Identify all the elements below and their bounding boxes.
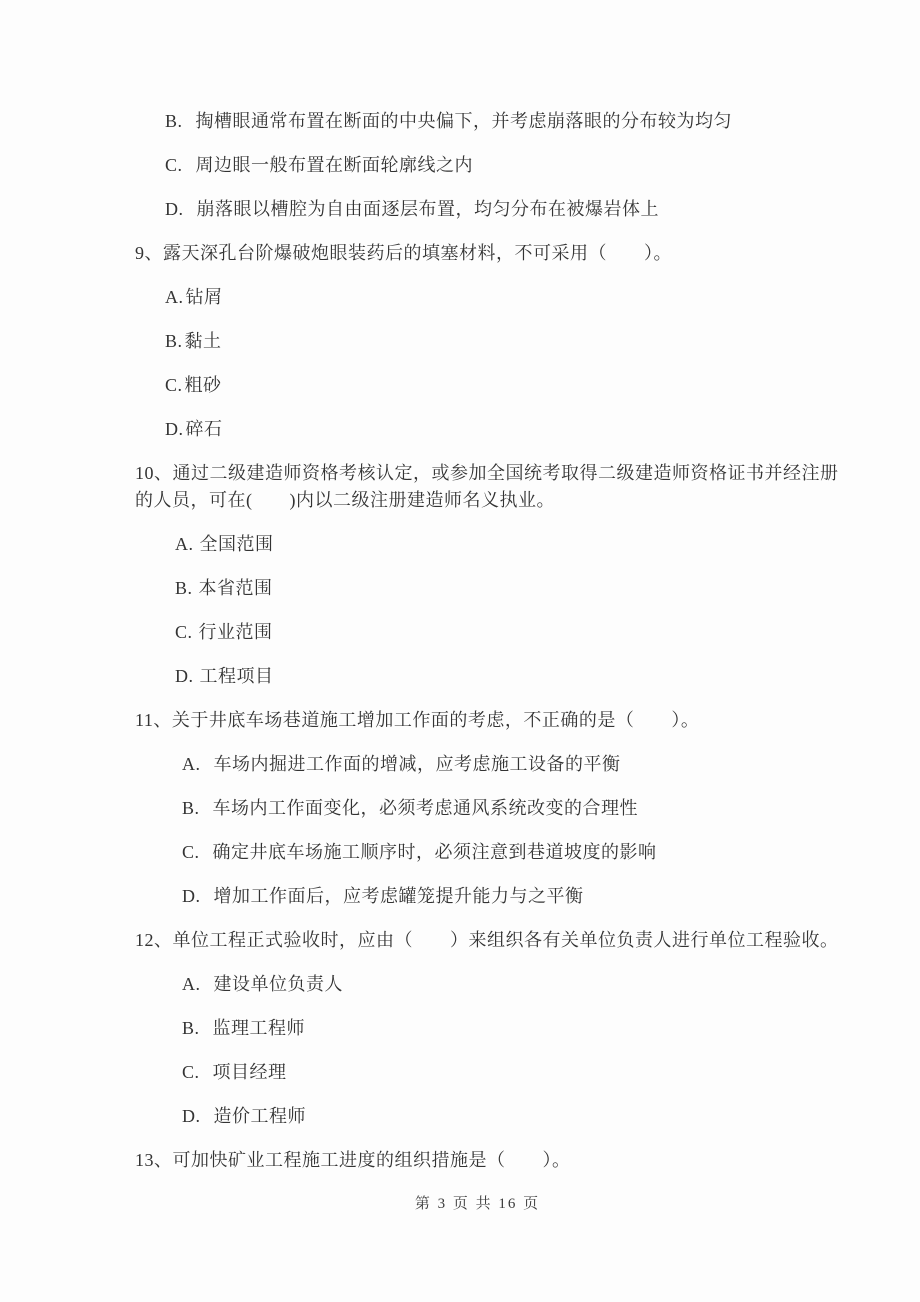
question-11-option-c — [182, 839, 860, 866]
option-label: B. — [182, 798, 200, 818]
question-12-options — [135, 971, 860, 1130]
question-11-option-b — [182, 795, 860, 822]
option-label: B. — [165, 331, 183, 351]
option-label: C. — [182, 1062, 200, 1082]
question-10-option-c — [175, 619, 860, 646]
question-10-options — [135, 531, 860, 690]
option-label: B. — [182, 1018, 200, 1038]
question-11 — [135, 707, 860, 910]
option-label: A. — [175, 534, 194, 554]
option-text: 黏土 — [184, 331, 222, 351]
question-9-option-c — [165, 372, 860, 399]
question-8-options — [135, 108, 860, 223]
option-text: 车场内掘进工作面的增减，应考虑施工设备的平衡 — [213, 754, 621, 774]
option-text: 车场内工作面变化，必须考虑通风系统改变的合理性 — [212, 798, 639, 818]
option-text: 粗砂 — [184, 375, 222, 395]
question-11-options — [135, 751, 860, 910]
option-label: D. — [175, 666, 194, 686]
question-10-number: 10、 — [135, 463, 173, 483]
question-12-number: 12、 — [135, 930, 173, 950]
question-12 — [135, 927, 860, 1130]
option-text: 周边眼一般布置在断面轮廓线之内 — [195, 155, 474, 175]
question-9-option-a — [165, 284, 860, 311]
question-13 — [135, 1147, 860, 1174]
question-9-option-d — [165, 416, 860, 443]
question-12-option-b — [182, 1015, 860, 1042]
option-label: D. — [165, 419, 184, 439]
question-9-stem — [135, 240, 847, 267]
question-10-option-b — [175, 575, 860, 602]
option-label: A. — [165, 287, 184, 307]
question-11-text: 关于井底车场巷道施工增加工作面的考虑，不正确的是（ ）。 — [171, 710, 700, 730]
question-9 — [135, 240, 860, 443]
option-label: C. — [175, 622, 193, 642]
question-11-option-d — [182, 883, 860, 910]
question-10-option-a — [175, 531, 860, 558]
question-10-text: 通过二级建造师资格考核认定，或参加全国统考取得二级建造师资格证书并经注册的人员，可在( )内以二级注册建造师名义执业。 — [135, 463, 839, 510]
option-text: 行业范围 — [198, 622, 273, 642]
page-footer: 第 3 页 共 16 页 — [414, 1196, 541, 1212]
option-text: 碎石 — [185, 419, 223, 439]
question-11-stem — [135, 707, 847, 734]
option-label: A. — [182, 974, 201, 994]
option-text: 钻屑 — [185, 287, 223, 307]
option-label: D. — [182, 1106, 201, 1126]
option-text: 崩落眼以槽腔为自由面逐层布置，均匀分布在被爆岩体上 — [196, 199, 659, 219]
question-9-options — [135, 284, 860, 443]
option-label: C. — [165, 155, 183, 175]
question-13-text: 可加快矿业工程施工进度的组织措施是（ ）。 — [172, 1150, 571, 1170]
option-label: B. — [175, 578, 193, 598]
question-9-option-b — [165, 328, 860, 355]
question-10 — [135, 460, 860, 690]
question-12-stem — [135, 927, 847, 954]
question-13-number: 13、 — [135, 1150, 173, 1170]
question-9-number: 9、 — [135, 243, 163, 263]
option-text: 本省范围 — [198, 578, 273, 598]
option-text: 确定井底车场施工顺序时，必须注意到巷道坡度的影响 — [212, 842, 657, 862]
option-text: 掏槽眼通常布置在断面的中央偏下，并考虑崩落眼的分布较为均匀 — [195, 111, 733, 131]
question-10-stem — [135, 460, 847, 514]
question-11-option-a — [182, 751, 860, 778]
question-9-text: 露天深孔台阶爆破炮眼装药后的填塞材料，不可采用（ ）。 — [163, 243, 672, 263]
option-label: C. — [165, 375, 183, 395]
option-label: D. — [165, 199, 184, 219]
option-label: A. — [182, 754, 201, 774]
option-text: 监理工程师 — [212, 1018, 306, 1038]
question-8-option-d — [165, 196, 860, 223]
option-text: 项目经理 — [212, 1062, 287, 1082]
option-text: 建设单位负责人 — [213, 974, 343, 994]
option-label: B. — [165, 111, 183, 131]
question-8 — [135, 108, 860, 223]
option-text: 造价工程师 — [213, 1106, 306, 1126]
option-label: C. — [182, 842, 200, 862]
option-text: 工程项目 — [199, 666, 274, 686]
question-13-stem — [135, 1147, 847, 1174]
question-8-option-c — [165, 152, 860, 179]
question-12-option-c — [182, 1059, 860, 1086]
question-8-option-b — [165, 108, 860, 135]
option-text: 全国范围 — [199, 534, 274, 554]
question-12-text: 单位工程正式验收时，应由（ ）来组织各有关单位负责人进行单位工程验收。 — [172, 930, 839, 950]
question-11-number: 11、 — [135, 710, 172, 730]
option-text: 增加工作面后，应考虑罐笼提升能力与之平衡 — [213, 886, 584, 906]
option-label: D. — [182, 886, 201, 906]
question-12-option-a — [182, 971, 860, 998]
question-10-option-d — [175, 663, 860, 690]
question-12-option-d — [182, 1103, 860, 1130]
